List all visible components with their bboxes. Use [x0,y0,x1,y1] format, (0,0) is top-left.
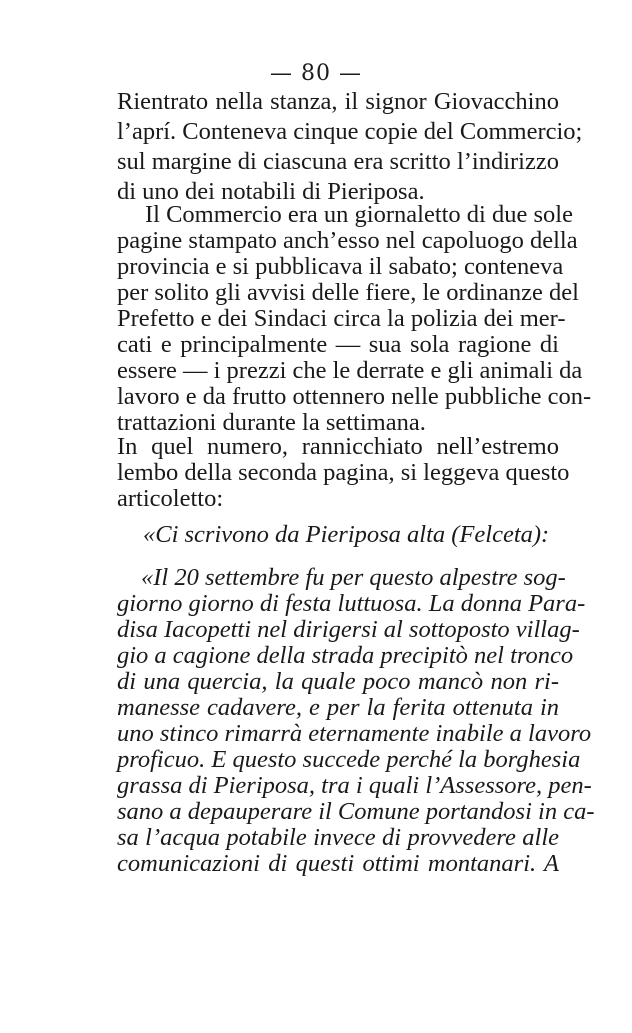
text-line: provincia e si pubblicava il sabato; conteneva [117,253,564,280]
text-line: In quel numero, rannicchiato nell’estremo [117,433,559,460]
text-line: lembo della seconda pagina, si leggeva questo [117,459,570,486]
text-line: proficuo. E questo succede perché la borghesia [117,746,581,773]
text-line: disa Iacopetti nel dirigersi al sottoposto villag- [117,616,580,643]
text-line: per solito gli avvisi delle fiere, le ordinanze del [117,279,579,306]
text-line: pagine stampato anch’esso nel capoluogo della [117,227,578,254]
text-line: «Il 20 settembre fu per questo alpestre sog- [141,564,566,591]
text-line: manesse cadavere, e per la ferita ottenuta in [117,694,559,721]
text-line: articoletto: [117,485,224,512]
text-line: gio a cagione della strada precipitò nel tronco [117,642,574,669]
text-line: Il Commercio era un giornaletto di due sole [145,201,573,228]
text-line: di una quercia, la quale poco mancò non ri- [117,668,559,695]
text-line: comunicazioni di questi ottimi montanari. A [117,850,559,877]
text-line: essere — i prezzi che le derrate e gli animali da [117,357,583,384]
text-line: di uno dei notabili di Pieriposa. [117,178,425,205]
text-line: grassa di Pieriposa, tra i quali l’Assessore, pen- [117,772,592,799]
text-line: Rientrato nella stanza, il signor Giovacchino [117,88,559,115]
text-line: Prefetto e dei Sindaci circa la polizia dei mer- [117,305,566,332]
page-number: — 80 — [270,61,362,86]
text-line: cati e principalmente — sua sola ragione di [117,331,559,358]
text-line: l’aprí. Conteneva cinque copie del Commercio; [117,118,583,145]
text-line: sa l’acqua potabile invece di provvedere alle [117,824,559,851]
text-line: uno stinco rimarrà eternamente inabile a lavoro [117,720,592,747]
text-line: lavoro e da frutto ottennero nelle pubbliche con- [117,383,592,410]
text-line: sano a depauperare il Comune portandosi in ca- [117,798,595,825]
text-line: «Ci scrivono da Pieriposa alta (Felceta): [143,521,550,548]
text-line: sul margine di ciascuna era scritto l’indirizzo [117,148,559,175]
text-line: trattazioni durante la settimana. [117,409,426,436]
text-line: giorno giorno di festa luttuosa. La donna Para- [117,590,586,617]
